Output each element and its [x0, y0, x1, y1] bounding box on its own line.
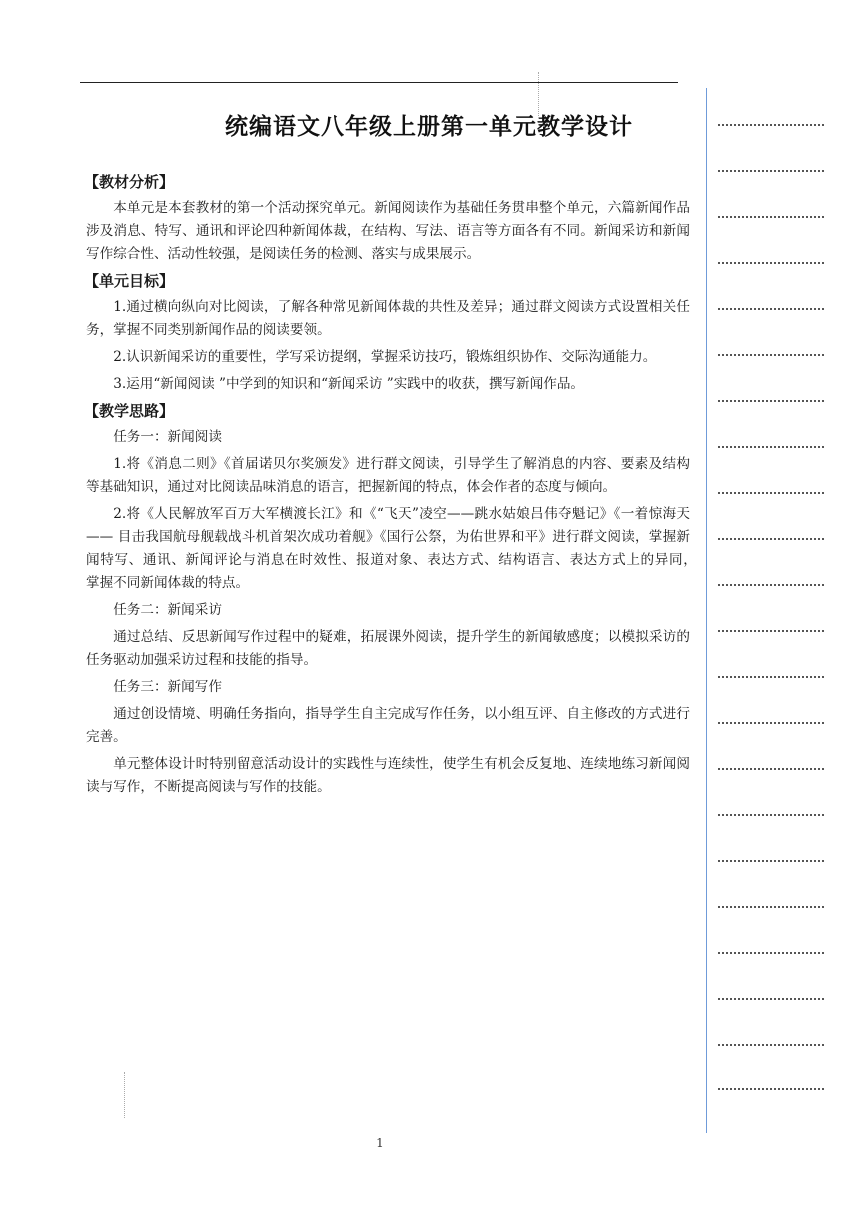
unit-goal-item: 1.通过横向纵向对比阅读，了解各种常见新闻体裁的共性及差异；通过群文阅读方式设置相关任务，掌握不同类别新闻作品的阅读要领。 — [86, 299, 690, 338]
binding-margin-line — [706, 88, 707, 1133]
section-heading-material-analysis: 【教材分析】 — [84, 173, 175, 191]
margin-dotted-line — [718, 722, 824, 724]
margin-dotted-line — [718, 1088, 824, 1090]
margin-dotted-line — [718, 308, 824, 310]
margin-dotted-line — [718, 538, 824, 540]
task1-item: 2.将《人民解放军百万大军横渡长江》和《“飞天”凌空——跳水姑娘吕伟夺魁记》《一着惊海天—— 目击我国航母舰载战斗机首架次成功着舰》《国行公祭，为佑世界和平》进行群文阅读，掌握新闻特写、通讯、新闻评论与消息在时效性、报道对象、表达方式、结构语言、表达方式上的异同， 掌握不同新闻体裁的特点。 — [86, 506, 704, 591]
task3-title: 任务三：新闻写作 — [113, 679, 222, 695]
margin-dotted-line — [718, 952, 824, 954]
document-body — [84, 170, 704, 803]
unit-goal-item: 2.认识新闻采访的重要性，学写采访提纲，掌握采访技巧，锻炼组织协作、交际沟通能力。 — [113, 349, 657, 365]
margin-dotted-line — [718, 906, 824, 908]
unit-goal-item: 3.运用“新闻阅读 ”中学到的知识和“新闻采访 ”实践中的收获，撰写新闻作品。 — [113, 376, 585, 392]
margin-dotted-line — [718, 814, 824, 816]
margin-dotted-line — [718, 768, 824, 770]
margin-dotted-line — [718, 124, 824, 126]
margin-dotted-line — [718, 400, 824, 402]
task1-title: 任务一：新闻阅读 — [113, 429, 222, 445]
margin-dotted-line — [718, 860, 824, 862]
margin-dotted-line — [718, 354, 824, 356]
margin-dotted-line — [718, 216, 824, 218]
section-heading-teaching-ideas: 【教学思路】 — [84, 402, 175, 420]
margin-dotted-line — [718, 1044, 824, 1046]
header-rule — [80, 82, 678, 83]
task3-text: 通过创设情境、明确任务指向，指导学生自主完成写作任务，以小组互评、自主修改的方式进行完善。 — [86, 706, 690, 745]
margin-dotted-line — [718, 630, 824, 632]
page-number: 1 — [376, 1136, 384, 1150]
margin-dotted-line — [718, 584, 824, 586]
margin-dotted-line — [718, 446, 824, 448]
summary-paragraph: 单元整体设计时特别留意活动设计的实践性与连续性，使学生有机会反复地、连续地练习新闻阅读与写作，不断提高阅读与写作的技能。 — [86, 756, 690, 795]
task2-title: 任务二：新闻采访 — [113, 602, 222, 618]
crop-mark-bottom — [124, 1072, 125, 1118]
margin-dotted-line — [718, 998, 824, 1000]
margin-dotted-line — [718, 676, 824, 678]
margin-dotted-line — [718, 492, 824, 494]
task1-item: 1.将《消息二则》《首届诺贝尔奖颁发》进行群文阅读，引导学生了解消息的内容、要素及结构等基础知识，通过对比阅读品味消息的语言，把握新闻的特点，体会作者的态度与倾向。 — [86, 456, 690, 495]
margin-dotted-line — [718, 170, 824, 172]
document-title: 统编语文八年级上册第一单元教学设计 — [225, 114, 633, 140]
section-heading-unit-goals: 【单元目标】 — [84, 272, 175, 290]
margin-dotted-line — [718, 262, 824, 264]
material-analysis-paragraph: 本单元是本套教材的第一个活动探究单元。新闻阅读作为基础任务贯串整个单元，六篇新闻作品涉及消息、特写、通讯和评论四种新闻体裁，在结构、写法、语言等方面各有不同。新闻采访和新闻写作综合性、活动性较强，是阅读任务的检测、落实与成果展示。 — [86, 200, 690, 262]
task2-text: 通过总结、反思新闻写作过程中的疑难，拓展课外阅读，提升学生的新闻敏感度；以模拟采访的任务驱动加强采访过程和技能的指导。 — [86, 629, 690, 668]
